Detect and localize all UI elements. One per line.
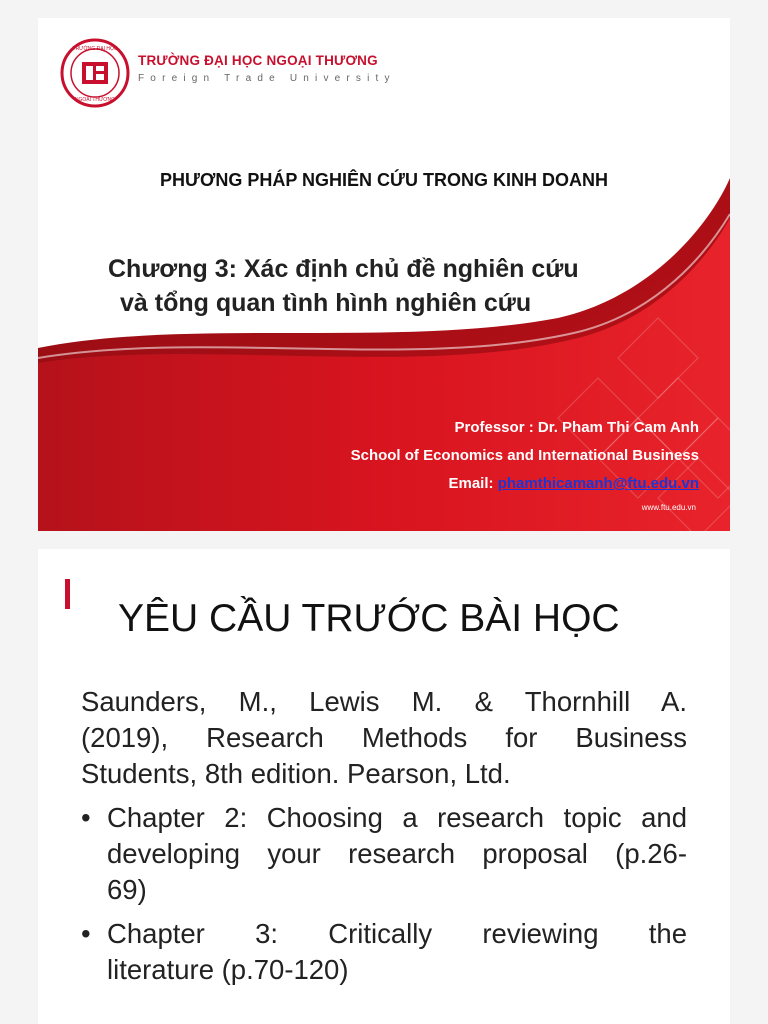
presenter-info: [351, 414, 699, 498]
reference-line: Saunders, M., Lewis M. & Thornhill A.: [81, 686, 687, 717]
email-row: [351, 470, 699, 498]
title-slide: [38, 18, 730, 531]
list-item: [81, 800, 687, 908]
chapter-title-line1: Chương 3: Xác định chủ đề nghiên cứu: [108, 255, 579, 283]
course-title: PHƯƠNG PHÁP NGHIÊN CỨU TRONG KINH DOANH: [160, 170, 608, 190]
chapter-title-line2: và tổng quan tình hình nghiên cứu: [120, 289, 532, 317]
reference-line: (2019), Research Methods for Business: [81, 722, 687, 753]
school-name: School of Economics and International Business: [350, 447, 699, 464]
bullet-icon: •: [81, 802, 91, 833]
professor-name: Professor : Dr. Pham Thi Cam Anh: [454, 419, 699, 436]
list-item-line: developing your research proposal (p.26-: [107, 838, 687, 869]
university-name-english: Foreign Trade University: [138, 73, 396, 84]
list-item-line: literature (p.70-120): [107, 954, 349, 985]
slide-title: YÊU CẦU TRƯỚC BÀI HỌC: [118, 597, 620, 640]
list-item: [81, 916, 687, 988]
ftu-logo-icon: [60, 38, 130, 108]
requirements-slide: [38, 549, 730, 1024]
svg-text:TRƯỜNG ĐẠI HỌC: TRƯỜNG ĐẠI HỌC: [72, 46, 118, 52]
list-item-line: 69): [107, 874, 147, 905]
list-item-line: Chapter 3: Critically reviewing the: [107, 918, 687, 949]
chapter-list: [81, 800, 687, 996]
svg-text:NGOẠI THƯƠNG: NGOẠI THƯƠNG: [74, 97, 116, 103]
website-url: www.ftu.edu.vn: [641, 503, 696, 512]
email-link[interactable]: phamthicamanh@ftu.edu.vn: [497, 475, 699, 492]
list-item-line: Chapter 2: Choosing a research topic and: [107, 802, 687, 833]
bullet-icon: •: [81, 918, 91, 949]
reference-citation: [81, 684, 687, 792]
reference-line: Students, 8th edition. Pearson, Ltd.: [81, 758, 511, 789]
email-label: Email:: [448, 475, 494, 492]
title-accent-bar: [65, 579, 70, 609]
university-name: TRƯỜNG ĐẠI HỌC NGOẠI THƯƠNG: [138, 53, 378, 68]
university-logo: [60, 38, 130, 108]
chapter-title: [108, 252, 728, 320]
